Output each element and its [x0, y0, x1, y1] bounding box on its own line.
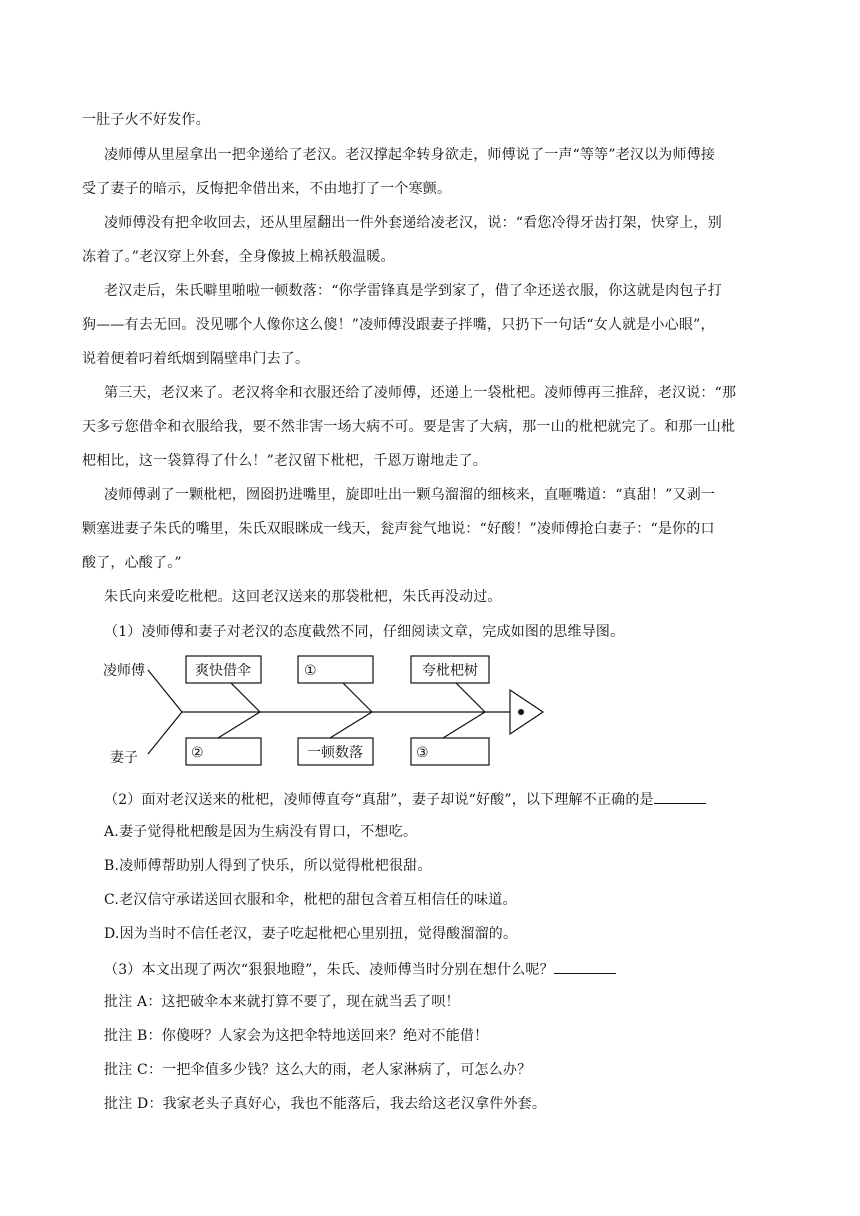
option-d: D.因为当时不信任老汉，妻子吃起枇杷心里别扭，觉得酸溜溜的。	[104, 926, 518, 942]
story-line: 凌师傅没有把伞收回去，还从里屋翻出一件外套递给凌老汉，说：“看您冷得牙齿打架，快穿上，别	[104, 215, 722, 231]
note-d: 批注 D：我家老头子真好心，我也不能落后，我去给这老汉拿件外套。	[104, 1096, 547, 1112]
story-line: 朱氏向来爱吃枇杷。这回老汉送来的那袋枇杷，朱氏再没动过。	[104, 589, 502, 605]
rib-bottom-1	[218, 712, 260, 738]
story-line: 杷相比，这一袋算得了什么！”老汉留下枇杷，千恩万谢地走了。	[82, 453, 487, 469]
story-line: 第三天，老汉来了。老汉将伞和衣服还给了凌师傅，还递上一袋枇杷。凌师傅再三推辞，老汉说：“那	[104, 385, 737, 401]
box-bottom-2-text: 一顿数落	[307, 745, 363, 761]
question-1: （1）凌师傅和妻子对老汉的态度截然不同，仔细阅读文章，完成如图的思维导图。	[104, 624, 625, 640]
question-2	[104, 789, 804, 809]
question-3-text: （3）本文出现了两次“狠狠地瞪”，朱氏、凌师傅当时分别在想什么呢？	[104, 962, 554, 978]
tail-fin-bottom	[148, 712, 182, 754]
answer-blank-q3[interactable]	[554, 959, 616, 974]
option-c: C.老汉信守承诺送回衣服和伞，枇杷的甜包含着互相信任的味道。	[104, 892, 517, 908]
rib-bottom-2	[330, 712, 372, 738]
answer-blank-q2[interactable]	[654, 789, 706, 804]
fish-eye	[518, 709, 524, 715]
mindmap-label-bottom: 妻子	[110, 750, 138, 766]
question-3	[104, 959, 804, 979]
box-top-1-text: 爽快借伞	[195, 663, 251, 679]
option-a: A.妻子觉得枇杷酸是因为生病没有胃口，不想吃。	[104, 824, 418, 840]
tail-fin-top	[148, 670, 182, 712]
note-c: 批注 C：一把伞值多少钱？这么大的雨，老人家淋病了，可怎么办？	[104, 1062, 532, 1078]
mindmap-label-top: 凌师傅	[103, 663, 145, 679]
story-line: 狗——有去无回。没见哪个人像你这么傻！”凌师傅没跟妻子拌嘴，只扔下一句话“女人就是小心眼”，	[82, 317, 715, 333]
fish-head	[510, 690, 543, 734]
box-top-2-text: ①	[304, 663, 317, 679]
story-line: 老汉走后，朱氏噼里啪啦一顿数落：“你学雷锋真是学到家了，借了伞还送衣服，你这就是肉包子打	[104, 283, 722, 299]
story-line: 凌师傅从里屋拿出一把伞递给了老汉。老汉撑起伞转身欲走，师傅说了一声“等等”老汉以为师傅接	[104, 147, 716, 163]
box-bottom-1-text: ②	[191, 745, 204, 761]
fishbone-mindmap	[0, 640, 860, 780]
story-line: 天多亏您借伞和衣服给我，要不然非害一场大病不可。要是害了大病，那一山的枇杷就完了。和那一山枇	[82, 419, 736, 435]
option-b: B.凌师傅帮助别人得到了快乐，所以觉得枇杷很甜。	[104, 858, 432, 874]
story-line: 颗塞进妻子朱氏的嘴里，朱氏双眼眯成一线天，瓮声瓮气地说：“好酸！”凌师傅抢白妻子：“是你的口	[82, 521, 715, 537]
story-line: 凌师傅剥了一颗枇杷，囫囵扔进嘴里，旋即吐出一颗乌溜溜的细核来，直咂嘴道：“真甜！”又剥一	[104, 487, 716, 503]
story-line: 受了妻子的暗示，反悔把伞借出来，不由地打了一个寒颤。	[82, 181, 452, 197]
box-bottom-3-text: ③	[416, 745, 429, 761]
story-line: 冻着了。”老汉穿上外套，全身像披上棉袄般温暖。	[82, 249, 395, 265]
story-line: 酸了，心酸了。”	[82, 555, 182, 571]
story-line: 说着便着叼着纸烟到隔壁串门去了。	[82, 351, 310, 367]
note-a: 批注 A：这把破伞本来就打算不要了，现在就当丢了呗！	[104, 994, 460, 1010]
question-2-text: （2）面对老汉送来的枇杷，凌师傅直夸“真甜”，妻子却说“好酸”，以下理解不正确的是	[104, 792, 654, 808]
rib-bottom-3	[443, 712, 485, 738]
box-top-3-text: 夸枇杷树	[422, 663, 478, 679]
story-line: 一肚子火不好发作。	[82, 112, 210, 128]
note-b: 批注 B：你傻呀？人家会为这把伞特地送回来？绝对不能借！	[104, 1028, 489, 1044]
